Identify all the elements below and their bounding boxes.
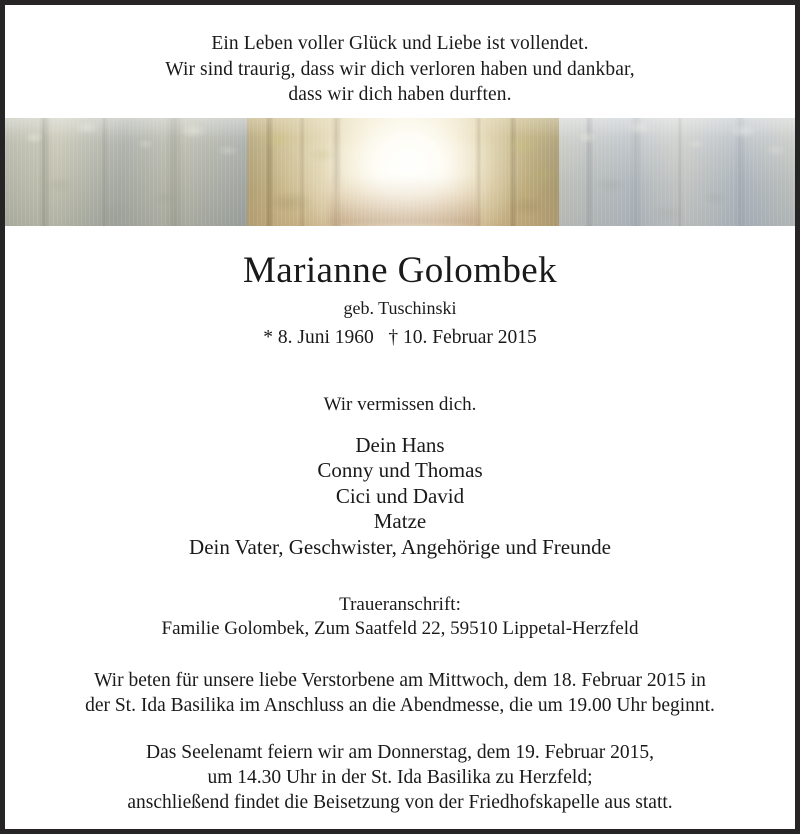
requiem-service-details [5, 740, 795, 829]
prayer-service-details [5, 668, 795, 718]
deceased-name: Marianne Golombek [242, 249, 558, 291]
mourning-address [5, 593, 795, 641]
survivor-line-5: Dein Vater, Geschwister, Angehörige und Freunde [189, 534, 611, 559]
survivor-line-4: Matze [373, 509, 427, 533]
banner-panel-left [5, 118, 247, 226]
deceased-maiden-name: geb. Tuschinski [343, 297, 457, 318]
banner-forest-path [328, 176, 478, 226]
banner-left-foliage [5, 118, 247, 226]
requiem-line-2: um 14.30 Uhr in der St. Ida Basilika zu Herzfeld; [207, 767, 593, 788]
banner-panel-center [247, 118, 559, 226]
survivor-line-3: Cici und David [335, 483, 465, 508]
banner-panel-right [559, 118, 795, 226]
epitaph-verse [5, 5, 795, 108]
epitaph-line-1: Ein Leben voller Glück und Liebe ist vollendet. [211, 33, 589, 54]
mourning-intro: Wir vermissen dich. [323, 393, 477, 415]
obituary-body [5, 226, 795, 830]
mourning-address-label: Traueranschrift: [339, 594, 461, 615]
banner-right-foliage [559, 118, 795, 226]
epitaph-line-3: dass wir dich haben durften. [288, 84, 512, 105]
survivor-line-1: Dein Hans [355, 432, 445, 457]
epitaph-line-2: Wir sind traurig, dass wir dich verloren haben und dankbar, [165, 58, 635, 80]
forest-path-banner-image [5, 118, 795, 226]
survivors-list [5, 433, 795, 561]
deceased-life-dates: * 8. Juni 1960 † 10. Februar 2015 [263, 326, 537, 348]
survivor-line-2: Conny und Thomas [317, 458, 483, 482]
requiem-line-1: Das Seelenamt feiern wir am Donnerstag, dem 19. Februar 2015, [146, 742, 654, 763]
prayer-line-1: Wir beten für unsere liebe Verstorbene am Mittwoch, dem 18. Februar 2015 in [94, 670, 706, 691]
requiem-line-3: anschließend findet die Beisetzung von der Friedhofskapelle aus statt. [127, 792, 673, 813]
prayer-line-2: der St. Ida Basilika im Anschluss an die Abendmesse, die um 19.00 Uhr beginnt. [85, 695, 715, 716]
mourning-address-value: Familie Golombek, Zum Saatfeld 22, 59510 Lippetal-Herzfeld [161, 618, 639, 639]
